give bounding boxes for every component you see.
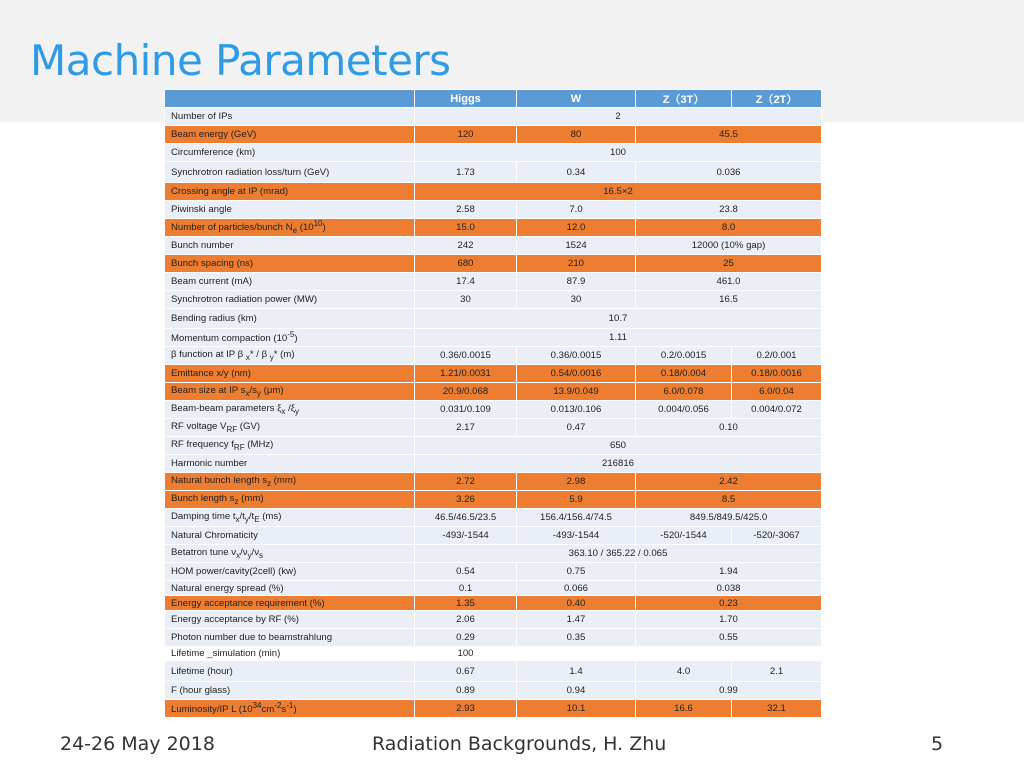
parameter-label: Bunch number — [165, 237, 415, 255]
parameter-value: 0.013/0.106 — [517, 401, 636, 419]
parameter-value: 23.8 — [636, 201, 822, 219]
parameter-value: 16.5 — [636, 291, 822, 309]
parameter-label: Emittance x/y (nm) — [165, 365, 415, 383]
parameter-value: -493/-1544 — [517, 527, 636, 545]
parameter-value: 2.42 — [636, 473, 822, 491]
parameter-label: Luminosity/IP L $(10^{34}cm^{-2}s^{-1})$ — [165, 700, 415, 718]
table-body — [165, 108, 822, 718]
parameter-value: 2.72 — [415, 473, 517, 491]
parameter-label: Natural Chromaticity — [165, 527, 415, 545]
parameter-value: 0.54/0.0016 — [517, 365, 636, 383]
parameter-value: 4.0 — [636, 661, 732, 682]
parameter-value: 25 — [636, 255, 822, 273]
parameter-value: 0.75 — [517, 563, 636, 581]
parameter-value: 363.10 / 365.22 / 0.065 — [415, 545, 822, 563]
parameter-value: 100 — [415, 647, 517, 661]
parameter-value: 0.1 — [415, 581, 517, 596]
parameter-value: 8.0 — [636, 219, 822, 237]
parameter-value: 0.35 — [517, 629, 636, 647]
column-header — [165, 90, 415, 108]
parameter-value: 16.5×2 — [415, 183, 822, 201]
page-number: 5 — [931, 733, 944, 755]
table-row — [165, 201, 822, 219]
parameter-label: Energy acceptance by RF (%) — [165, 611, 415, 629]
parameter-value: 1.47 — [517, 611, 636, 629]
table-row — [165, 401, 822, 419]
parameter-value: 46.5/46.5/23.5 — [415, 509, 517, 527]
table-row — [165, 419, 822, 437]
parameter-value: 3.26 — [415, 491, 517, 509]
parameter-value — [517, 647, 636, 661]
parameter-value: 156.4/156.4/74.5 — [517, 509, 636, 527]
parameter-value: 0.34 — [517, 162, 636, 183]
table-row — [165, 183, 822, 201]
table-row — [165, 629, 822, 647]
column-header-higgs: Higgs — [415, 90, 517, 108]
parameter-label: Bunch spacing (ns) — [165, 255, 415, 273]
parameter-value: 1.94 — [636, 563, 822, 581]
column-header-z-2t: Z（2T） — [732, 90, 822, 108]
parameter-value: 0.036 — [636, 162, 822, 183]
parameter-value: 0.031/0.109 — [415, 401, 517, 419]
table-row — [165, 237, 822, 255]
parameter-value: 0.36/0.0015 — [415, 347, 517, 365]
parameter-label: Synchrotron radiation loss/turn (GeV) — [165, 162, 415, 183]
table-row — [165, 509, 822, 527]
table-row — [165, 329, 822, 347]
table-row — [165, 563, 822, 581]
table-row — [165, 383, 822, 401]
parameter-value: 2.06 — [415, 611, 517, 629]
table-row — [165, 365, 822, 383]
parameter-value: 32.1 — [732, 700, 822, 718]
parameter-value: 2.93 — [415, 700, 517, 718]
parameter-label: HOM power/cavity(2cell) (kw) — [165, 563, 415, 581]
parameter-label: Bending radius (km) — [165, 309, 415, 329]
parameter-value: 0.47 — [517, 419, 636, 437]
parameter-value: 10.7 — [415, 309, 822, 329]
parameter-value: 1524 — [517, 237, 636, 255]
table-row — [165, 682, 822, 700]
parameter-value: 0.18/0.004 — [636, 365, 732, 383]
parameter-label: Damping time $t_x/t_y/t_E$ (ms) — [165, 509, 415, 527]
parameter-value: 8.5 — [636, 491, 822, 509]
machine-parameters-table — [164, 89, 822, 718]
parameter-label: Piwinski angle — [165, 201, 415, 219]
parameter-value: 242 — [415, 237, 517, 255]
parameter-value: 0.89 — [415, 682, 517, 700]
parameter-label: Beam energy (GeV) — [165, 126, 415, 144]
parameter-value: 0.004/0.056 — [636, 401, 732, 419]
parameter-value: 2.98 — [517, 473, 636, 491]
parameter-value: 30 — [415, 291, 517, 309]
table-row — [165, 219, 822, 237]
parameter-value: 461.0 — [636, 273, 822, 291]
parameter-label: Circumference (km) — [165, 144, 415, 162]
parameter-value: 7.0 — [517, 201, 636, 219]
parameter-label: Betatron tune $\nu_x/\nu_y/\nu_s$ — [165, 545, 415, 563]
parameter-value — [636, 647, 822, 661]
parameter-value: 849.5/849.5/425.0 — [636, 509, 822, 527]
table-row — [165, 611, 822, 629]
parameter-label: Synchrotron radiation power (MW) — [165, 291, 415, 309]
footer-date: 24-26 May 2018 — [60, 733, 215, 755]
parameter-value: 0.2/0.0015 — [636, 347, 732, 365]
parameter-value: 1.73 — [415, 162, 517, 183]
parameter-value: 216816 — [415, 455, 822, 473]
parameter-label: Photon number due to beamstrahlung — [165, 629, 415, 647]
parameter-label: Beam-beam parameters $\xi_x$ $/\xi_y$ — [165, 401, 415, 419]
parameter-value: 100 — [415, 144, 822, 162]
table-row — [165, 661, 822, 682]
parameter-label: RF frequency $f_{RF}$ (MHz) — [165, 437, 415, 455]
parameter-value: 650 — [415, 437, 822, 455]
parameter-value: 6.0/0.04 — [732, 383, 822, 401]
parameter-value: 1.4 — [517, 661, 636, 682]
column-header-w: W — [517, 90, 636, 108]
parameter-label: Natural bunch length $s_z$ (mm) — [165, 473, 415, 491]
parameter-label: Momentum compaction $(10^{-5})$ — [165, 329, 415, 347]
table-row — [165, 527, 822, 545]
parameter-value: 17.4 — [415, 273, 517, 291]
table-row — [165, 455, 822, 473]
parameter-value: 120 — [415, 126, 517, 144]
table-row — [165, 491, 822, 509]
parameter-value: 13.9/0.049 — [517, 383, 636, 401]
parameter-value: 0.55 — [636, 629, 822, 647]
slide-title: Machine Parameters — [30, 36, 451, 85]
parameter-label: Crossing angle at IP (mrad) — [165, 183, 415, 201]
parameter-value: 0.99 — [636, 682, 822, 700]
parameter-value: 2.58 — [415, 201, 517, 219]
parameter-value: 0.038 — [636, 581, 822, 596]
parameter-label: Lifetime _simulation (min) — [165, 647, 415, 661]
parameter-value: 0.2/0.001 — [732, 347, 822, 365]
parameter-value: -493/-1544 — [415, 527, 517, 545]
parameter-value: 210 — [517, 255, 636, 273]
parameter-value: -520/-1544 — [636, 527, 732, 545]
parameter-value: 12000 (10% gap) — [636, 237, 822, 255]
parameter-value: 12.0 — [517, 219, 636, 237]
table-row — [165, 581, 822, 596]
parameter-value: -520/-3067 — [732, 527, 822, 545]
parameter-value: 2.1 — [732, 661, 822, 682]
table-row — [165, 108, 822, 126]
parameter-value: 16.6 — [636, 700, 732, 718]
parameter-value: 0.004/0.072 — [732, 401, 822, 419]
parameter-value: 30 — [517, 291, 636, 309]
parameter-value: 680 — [415, 255, 517, 273]
parameter-value: 87.9 — [517, 273, 636, 291]
table-header-row — [165, 90, 822, 108]
column-header-z-3t: Z（3T） — [636, 90, 732, 108]
parameter-label: F (hour glass) — [165, 682, 415, 700]
table-row — [165, 126, 822, 144]
table-row — [165, 255, 822, 273]
table-row — [165, 144, 822, 162]
table-row — [165, 309, 822, 329]
footer-title: Radiation Backgrounds, H. Zhu — [372, 733, 667, 755]
table-row — [165, 291, 822, 309]
parameter-value: 80 — [517, 126, 636, 144]
parameter-value: 2 — [415, 108, 822, 126]
parameter-value: 2.17 — [415, 419, 517, 437]
parameter-value: 1.35 — [415, 596, 517, 611]
parameter-value: 0.40 — [517, 596, 636, 611]
parameter-value: 0.066 — [517, 581, 636, 596]
parameter-value: 0.18/0.0016 — [732, 365, 822, 383]
parameter-value: 0.94 — [517, 682, 636, 700]
parameter-value: 0.29 — [415, 629, 517, 647]
parameter-label: Bunch length $s_z$ (mm) — [165, 491, 415, 509]
table-row — [165, 273, 822, 291]
parameter-value: 0.54 — [415, 563, 517, 581]
parameter-value: 0.23 — [636, 596, 822, 611]
parameter-label: Lifetime (hour) — [165, 661, 415, 682]
table-row — [165, 162, 822, 183]
parameter-value: 1.21/0.0031 — [415, 365, 517, 383]
parameter-value: 45.5 — [636, 126, 822, 144]
parameter-value: 6.0/0.078 — [636, 383, 732, 401]
parameter-value: 10.1 — [517, 700, 636, 718]
parameter-label: Beam size at IP $s_x/s_y$ (μm) — [165, 383, 415, 401]
parameter-label: Energy acceptance requirement (%) — [165, 596, 415, 611]
parameter-label: Beam current (mA) — [165, 273, 415, 291]
parameter-value: 0.10 — [636, 419, 822, 437]
table-row — [165, 473, 822, 491]
parameter-label: Natural energy spread (%) — [165, 581, 415, 596]
parameter-label: RF voltage $V_{RF}$ (GV) — [165, 419, 415, 437]
parameter-value: 0.36/0.0015 — [517, 347, 636, 365]
parameter-label: Harmonic number — [165, 455, 415, 473]
table-row — [165, 545, 822, 563]
parameter-label: Number of particles/bunch $N_e$ $(10^{10})$ — [165, 219, 415, 237]
parameter-value: 20.9/0.068 — [415, 383, 517, 401]
table-row — [165, 700, 822, 718]
parameter-value: 15.0 — [415, 219, 517, 237]
parameter-label: β function at IP β $_x$* / β $_y$* (m) — [165, 347, 415, 365]
table-row — [165, 347, 822, 365]
parameter-value: 1.11 — [415, 329, 822, 347]
parameter-value: 5.9 — [517, 491, 636, 509]
table-row — [165, 437, 822, 455]
parameter-value: 0.67 — [415, 661, 517, 682]
parameter-value: 1.70 — [636, 611, 822, 629]
table-row — [165, 596, 822, 611]
table-row — [165, 647, 822, 661]
parameter-label: Number of IPs — [165, 108, 415, 126]
